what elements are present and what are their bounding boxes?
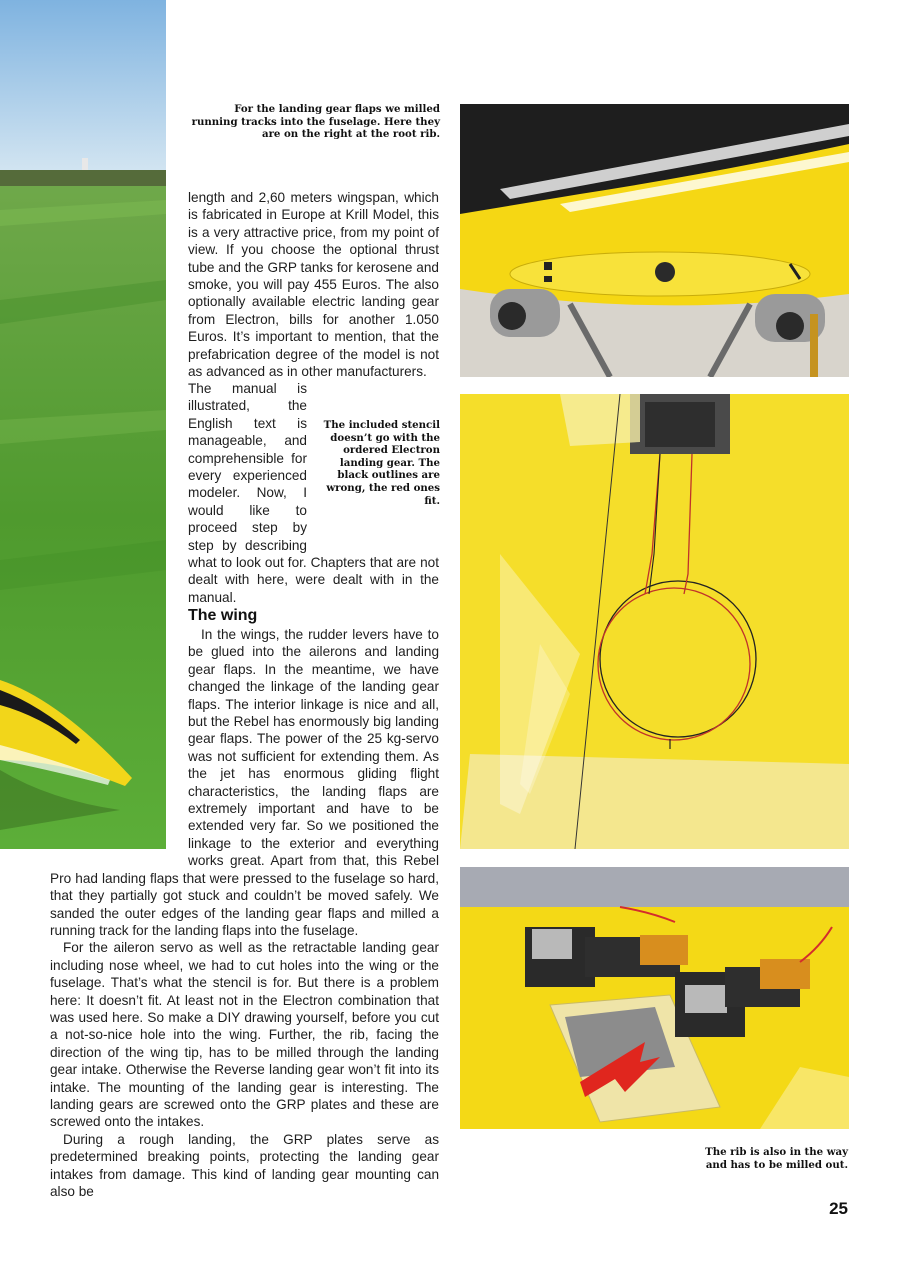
paragraph-manual: The manual is illustrated, the English text is manageable, and comprehensible for every experienced modeler. Now, I would like to proceed step by step by describing what to look out for. Chapters that are not dealt with here, were dealt with in the manual.: [188, 381, 439, 605]
page-number: 25: [829, 1199, 848, 1218]
photo-stencil-outlines: [460, 394, 849, 849]
caption-rib: The rib is also in the way and has to be milled out.: [705, 1146, 848, 1171]
photo-landing-gear-units: [460, 867, 849, 1129]
paragraph-price: length and 2,60 meters wingspan, which is fabricated in Europe at Krill Model, this is a very attractive price, from my point of view. If you choose the optional thrust tube and the GRP tanks for kerosene and smoke, you will pay 455 Euros. The also optionally available electric landing gear from Electron, bills for another 1.050 Euros. It’s important to mention, that the prefabrication degree of the model is not as advanced as in other manufacturers.: [188, 190, 439, 380]
paragraph-wing: In the wings, the rudder levers have to be glued into the ailerons and landing gear flaps. In the meantime, we have changed the linkage of the landing gear flaps. The interior linkage is nice and all, but the Rebel has enormously big landing gear flaps. The power of the 25 kg-servo was not sufficient for extending them. As the jet has enormous gliding flight characteristics, the landing flaps are extremely important and have to be extended very far. So we positioned the linkage to the exterior and everything works great. Apart from that, this Rebel Pro had landing flaps that were pressed to the fuselage so hard, that they partially got stuck and couldn’t be moved safely. We sanded the outer edges of the landing gear flaps and milled a running track for the landing flaps into the fuselage. For the aileron servo as well as the retractable landing gear including nose wheel, we had to cut holes into the wing or the fuselage. That’s what the stencil is for. But there is a problem here: It doesn’t fit. At least not in the Electron combination that was used here. So make a DIY drawing yourself, before you cut a not-so-nice hole into the wing. Further, the rib, facing the direction of the wing tip, has to be milled through the landing gear intake. Otherwise the Reverse landing gear won’t fit into its intake. The mounting of the landing gear is interesting. The landing gears are screwed onto the GRP plates and these are screwed onto the intakes. During a rough landing, the GRP plates serve as predetermined breaking points, protecting the landing gear intakes from damage. This kind of landing gear mounting can also be: [50, 627, 439, 1199]
photo-fuselage-running-tracks: [460, 104, 849, 377]
heading-the-wing: The wing: [188, 607, 258, 624]
caption-stencil: The included stencil doesn’t go with the ordered Electron landing gear. The black outlines are wrong, the red ones fit.: [323, 419, 440, 507]
caption-top: For the landing gear flaps we milled running tracks into the fuselage. Here they are on the right at the root rib.: [191, 103, 440, 141]
